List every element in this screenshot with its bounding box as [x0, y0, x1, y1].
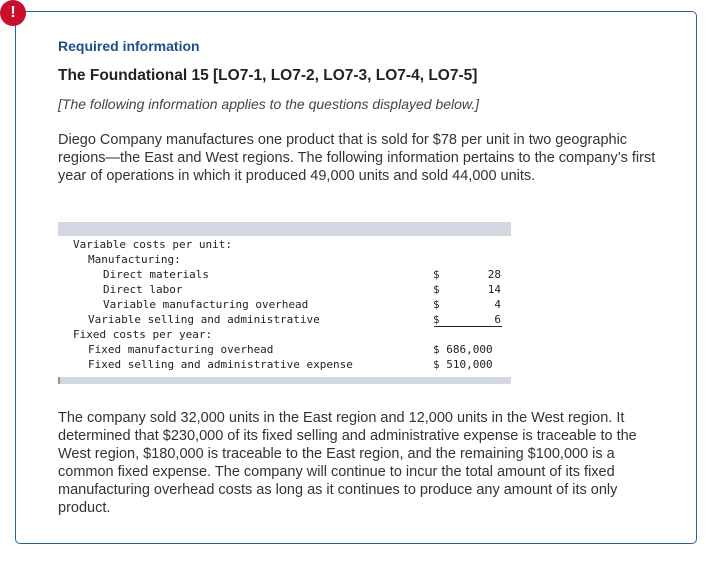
row-label: Direct materials — [103, 268, 209, 281]
intro-paragraph: Diego Company manufactures one product that is sold for $78 per unit in two geographic regions—the East and West regions. The following information pertains to the company’s first year of operations in which it produced 49,000 units and sold 44,000 units. — [58, 132, 656, 184]
table-row — [58, 297, 511, 312]
row-label: Variable selling and administrative — [88, 313, 320, 326]
row-amount: $ 510,000 — [433, 358, 493, 371]
table-row — [58, 237, 511, 252]
row-label: Fixed selling and administrative expense — [88, 358, 353, 371]
total-underline — [434, 312, 502, 327]
closing-paragraph: The company sold 32,000 units in the East region and 12,000 units in the West region. It determined that $230,000 of its fixed selling and administrative expense is traceable to the West region, $180,000 is traceable to the East region, and the remaining $100,000 is a common fixed expense. The company will continue to incur the total amount of its fixed manufacturing overhead costs as long as it continues to produce any amount of its only product. — [58, 410, 637, 516]
row-currency: $ — [433, 313, 440, 326]
table-row — [58, 267, 511, 282]
table-row — [58, 312, 511, 327]
instructions-note: [The following information applies to the questions displayed below.] — [58, 96, 480, 112]
table-row — [58, 282, 511, 297]
table-row — [58, 252, 511, 267]
row-label: Direct labor — [103, 283, 183, 296]
row-amount: 4 — [494, 298, 501, 311]
table-footer-bar — [58, 377, 511, 384]
table-row — [58, 357, 511, 372]
row-currency: $ — [433, 283, 440, 296]
row-amount: 28 — [487, 268, 501, 281]
manufacturing-header: Manufacturing: — [88, 253, 181, 266]
row-currency: $ — [433, 298, 440, 311]
variable-costs-header: Variable costs per unit: — [73, 238, 232, 251]
required-information-heading: Required information — [58, 38, 200, 54]
table-row — [58, 342, 511, 357]
table-row — [58, 327, 511, 342]
alert-icon: ! — [0, 0, 26, 26]
row-label: Fixed manufacturing overhead — [88, 343, 274, 356]
page-title: The Foundational 15 [LO7-1, LO7-2, LO7-3, LO7-4, LO7-5] — [58, 67, 478, 84]
row-currency: $ — [433, 268, 440, 281]
row-amount: 14 — [487, 283, 501, 296]
row-amount: 6 — [494, 313, 501, 326]
fixed-costs-header: Fixed costs per year: — [73, 328, 213, 341]
row-amount: $ 686,000 — [433, 343, 493, 356]
table-header-bar — [58, 222, 511, 236]
cost-table — [58, 237, 511, 372]
row-label: Variable manufacturing overhead — [103, 298, 309, 311]
